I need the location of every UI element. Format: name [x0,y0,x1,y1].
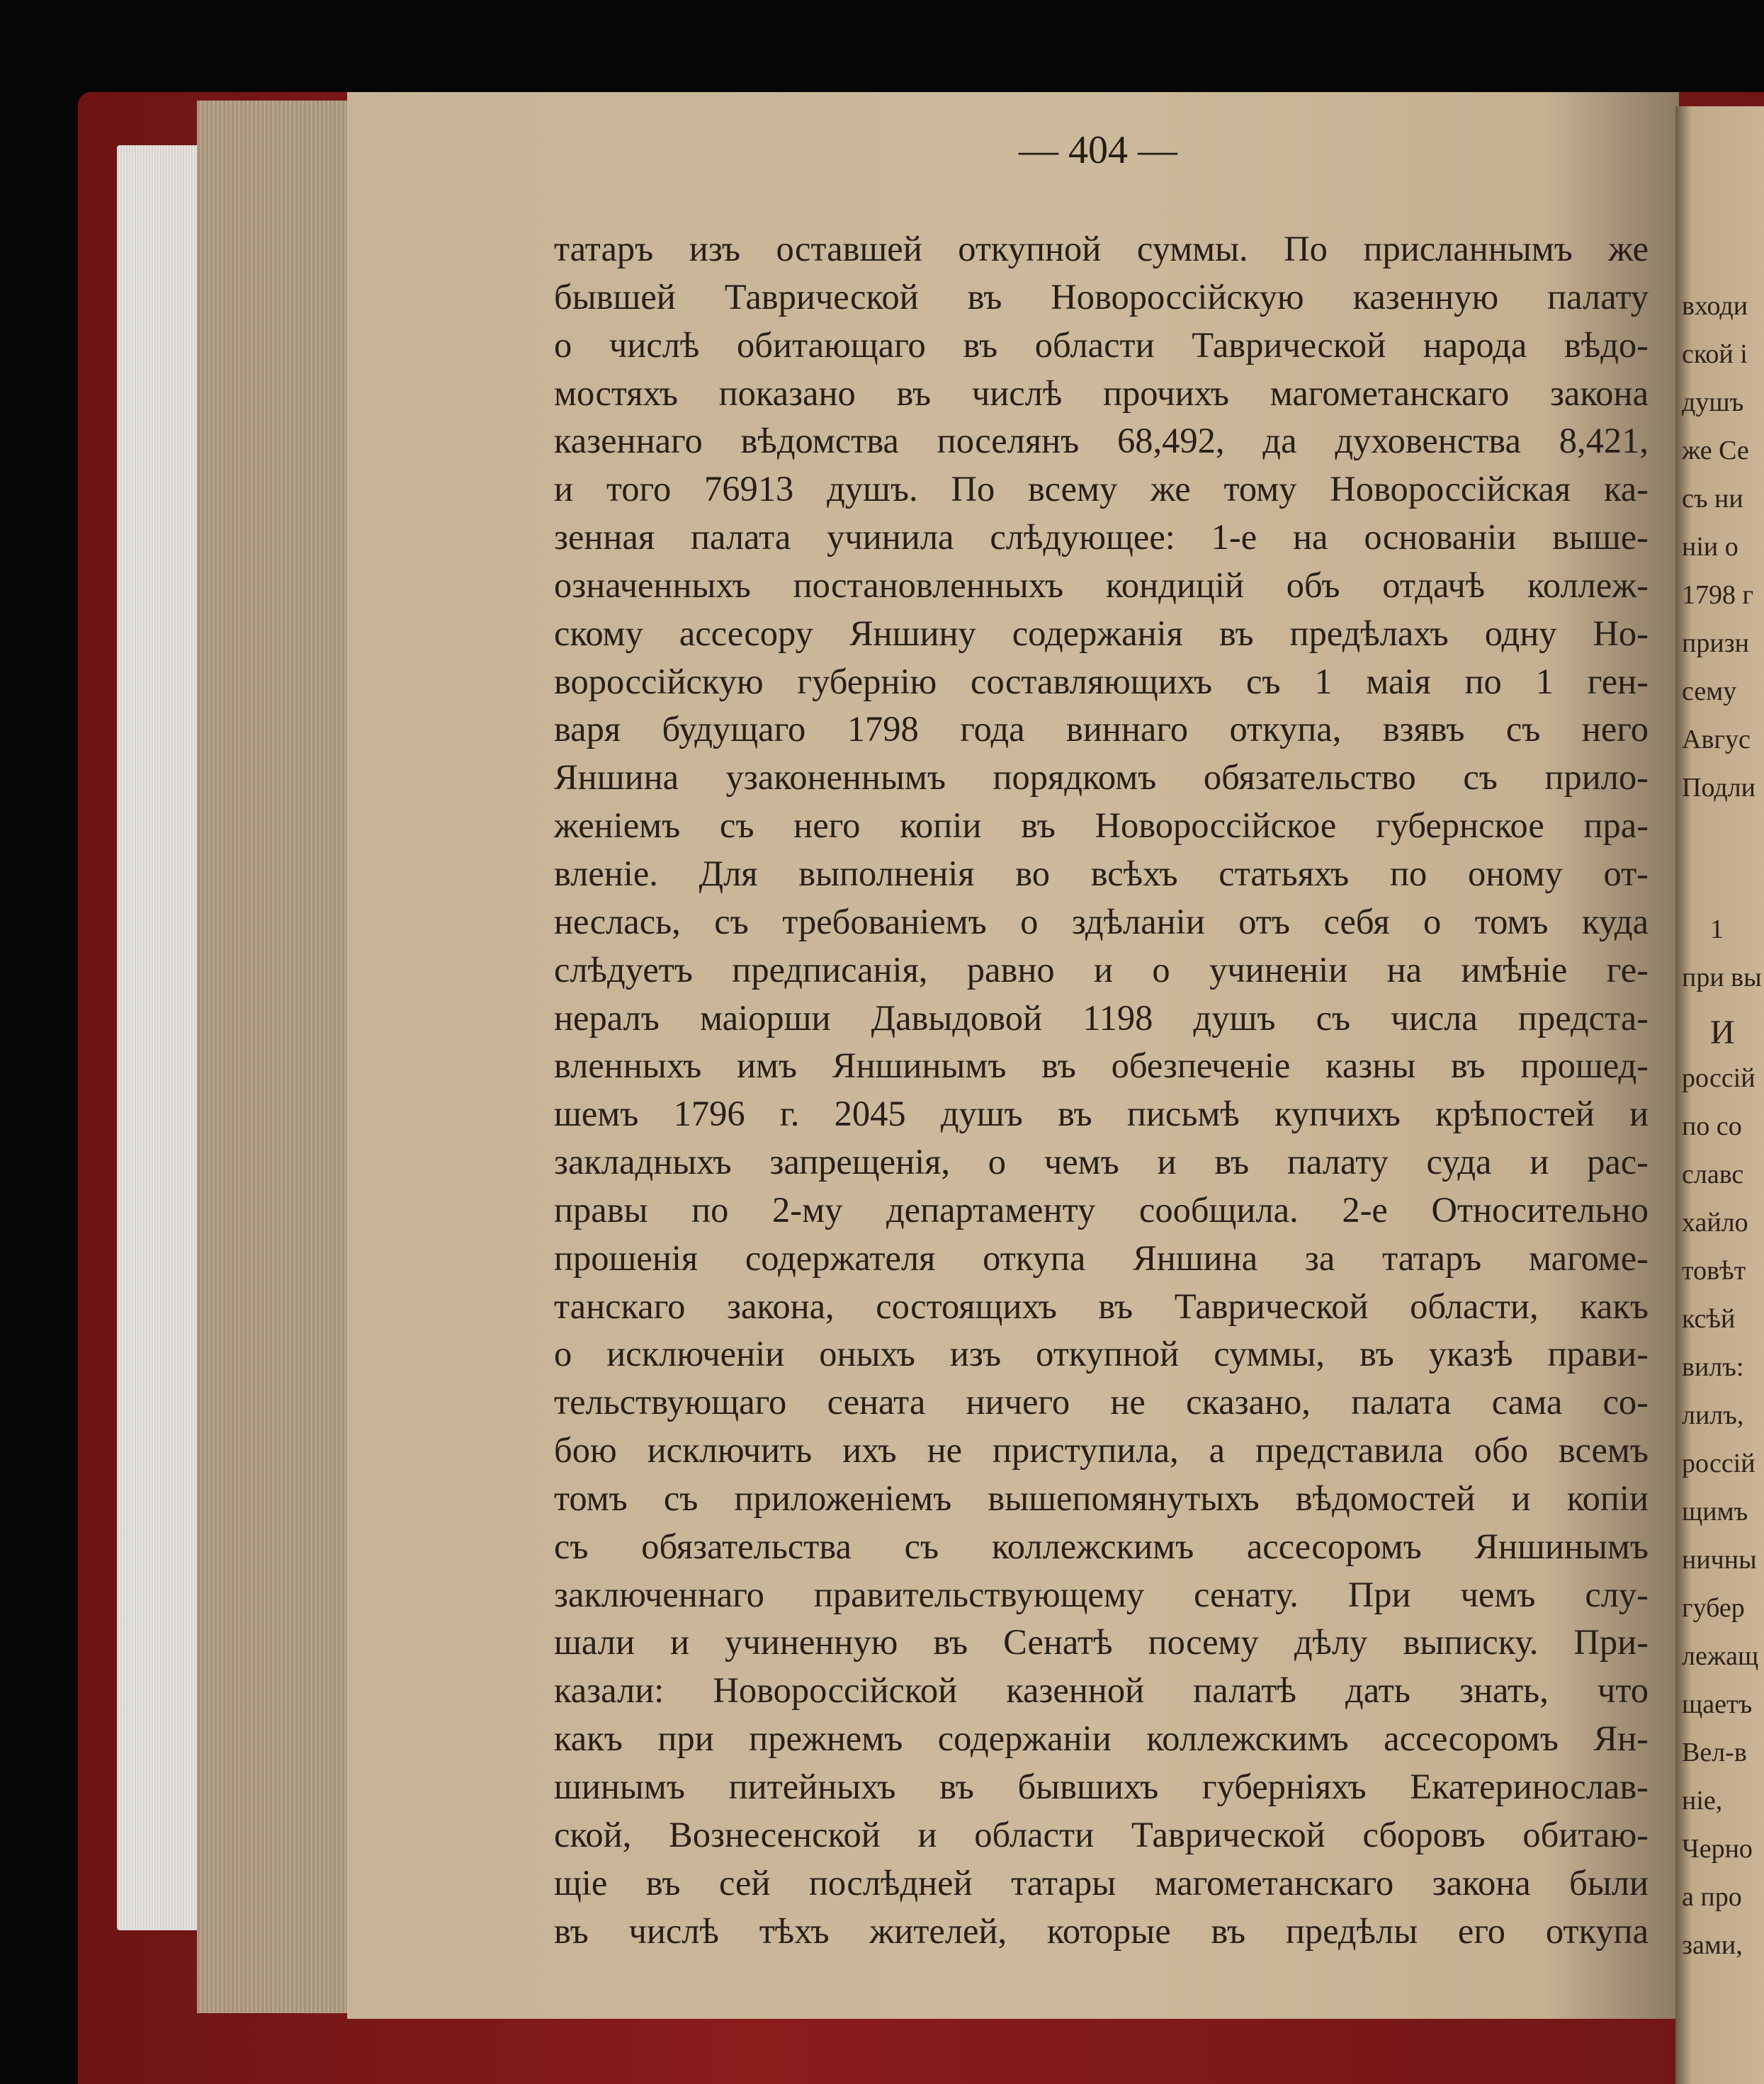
text-line: казеннаго вѣдомства поселянъ 68,492, да духовенства 8,421, [554,421,1649,461]
text-line: вороссійскую губернію составляющихъ съ 1 маія по 1 ген- [554,661,1649,701]
adjacent-page-fragment: при вы [1682,963,1762,992]
text-line: слѣдуетъ предписанія, равно и о учиненіи на имѣніе ге- [554,949,1649,990]
text-line: скому ассесору Яншину содержанія въ предѣлахъ одну Но- [554,613,1649,653]
text-line: бою исключить ихъ не приступила, а представила обо всемъ [554,1430,1649,1471]
text-line: и того 76913 душъ. По всему же тому Новороссійская ка- [554,469,1649,509]
text-line: варя будущаго 1798 года виннаго откупа, взявъ съ него [554,709,1649,749]
adjacent-page-fragment: призн [1682,628,1750,658]
adjacent-page-fragment: россій [1682,1449,1755,1478]
text-line: ской, Вознесенской и области Таврической сборовъ обитаю- [554,1814,1649,1854]
adjacent-page-fragment: входи [1682,291,1748,321]
page-stack-edge [197,101,353,2013]
adjacent-page-fragment: по со [1682,1111,1742,1141]
adjacent-page-fragment: лилъ, [1682,1400,1744,1430]
adjacent-page-fragment: губер [1682,1593,1745,1623]
text-line: неслась, съ требованіемъ о здѣланіи отъ себя о томъ куда [554,901,1649,941]
adjacent-page-fragment: сему [1682,676,1737,706]
adjacent-page-fragment: И [1710,1014,1735,1051]
text-line: означенныхъ постановленныхъ кондицій объ отдачѣ коллеж- [554,565,1649,605]
text-line: нералъ маіорши Давыдовой 1198 душъ съ числа предста- [554,997,1649,1038]
adjacent-page-fragment: ничны [1682,1545,1757,1575]
text-line: шемъ 1796 г. 2045 душъ въ письмѣ купчихъ крѣпостей и [554,1094,1649,1134]
adjacent-page-fragment: Подли [1682,773,1755,803]
adjacent-page-fragment: лежащ [1682,1641,1759,1671]
adjacent-page-fragment: вилъ: [1682,1352,1744,1382]
text-line: татаръ изъ оставшей откупной суммы. По присланнымъ же [554,229,1649,268]
text-line: о исключеніи оныхъ изъ откупной суммы, въ указѣ прави- [554,1334,1649,1374]
text-line: о числѣ обитающаго въ области Таврической народа вѣдо- [554,324,1649,365]
adjacent-page-fragment: 1 [1710,914,1724,944]
book-fore-edge [117,145,202,1930]
text-line: шали и учиненную въ Сенатѣ посему дѣлу выписку. При- [554,1622,1649,1663]
text-line: женіемъ съ него копіи въ Новороссійское губернское пра- [554,805,1649,846]
text-line: тельствующаго сената ничего не сказано, палата сама со- [554,1382,1649,1422]
text-line: заключеннаго правительствующему сенату. При чемъ слу- [554,1574,1649,1614]
adjacent-page-fragment: россій [1682,1063,1755,1093]
adjacent-page-fragment: ской і [1682,339,1748,369]
adjacent-page-fragment: а про [1682,1882,1742,1912]
page-text [554,225,1649,1955]
text-line: закладныхъ запрещенія, о чемъ и въ палату суда и рас- [554,1142,1649,1182]
text-line: бывшей Таврической въ Новороссійскую казенную палату [554,276,1649,317]
page-number: — 404 — [1019,128,1177,172]
adjacent-page-fragment: Черно [1682,1834,1753,1864]
adjacent-page-fragment: 1798 г [1682,580,1754,610]
text-line: вленіе. Для выполненія во всѣхъ статьяхъ по оному от- [554,853,1649,893]
adjacent-page-fragment: щимъ [1682,1497,1748,1527]
adjacent-page-fragment: ніе, [1682,1786,1723,1816]
text-line: съ обязательства съ коллежскимъ ассесоромъ Яншинымъ [554,1526,1649,1566]
text-line: казали: Новороссійской казенной палатѣ дать знать, что [554,1670,1649,1711]
text-line: томъ съ приложеніемъ вышепомянутыхъ вѣдомостей и копіи [554,1478,1649,1518]
adjacent-page-fragment: товѣт [1682,1256,1746,1286]
adjacent-page-fragment: съ ни [1682,484,1743,514]
text-line: шинымъ питейныхъ въ бывшихъ губерніяхъ Екатеринослав- [554,1767,1649,1806]
text-line: щіе въ сей послѣдней татары магометанскаго закона были [554,1862,1649,1903]
text-line: мостяхъ показано въ числѣ прочихъ магометанскаго закона [554,373,1649,413]
text-line: вленныхъ имъ Яншинымъ въ обезпеченіе казны въ прошед- [554,1046,1649,1086]
text-line: какъ при прежнемъ содержаніи коллежскимъ ассесоромъ Ян- [554,1718,1649,1759]
text-line: правы по 2-му департаменту сообщила. 2-е Относительно [554,1189,1649,1230]
text-line: танскаго закона, состоящихъ въ Таврической области, какъ [554,1286,1649,1326]
adjacent-page-fragment: хайло [1682,1208,1748,1238]
adjacent-page-fragment: щаетъ [1682,1689,1753,1719]
text-line: зенная палата учинила слѣдующее: 1-е на основаніи выше- [554,517,1649,557]
adjacent-page-fragment: душъ [1682,387,1744,417]
adjacent-page-fragment: славс [1682,1160,1744,1189]
adjacent-page-fragment: зами, [1682,1930,1743,1960]
adjacent-page-fragment: Авгус [1682,725,1751,754]
text-line: Яншина узаконеннымъ порядкомъ обязательство съ прило- [554,757,1649,798]
text-line: прошенія содержателя откупа Яншина за татаръ магоме- [554,1238,1649,1278]
text-line: въ числѣ тѣхъ жителей, которые въ предѣлы его откупа [554,1910,1649,1951]
adjacent-page-fragment: ніи о [1682,532,1738,562]
adjacent-page-fragment: ксѣй [1682,1304,1736,1334]
adjacent-page-fragment: же Се [1682,436,1749,465]
adjacent-page-fragment: Вел-в [1682,1738,1747,1767]
